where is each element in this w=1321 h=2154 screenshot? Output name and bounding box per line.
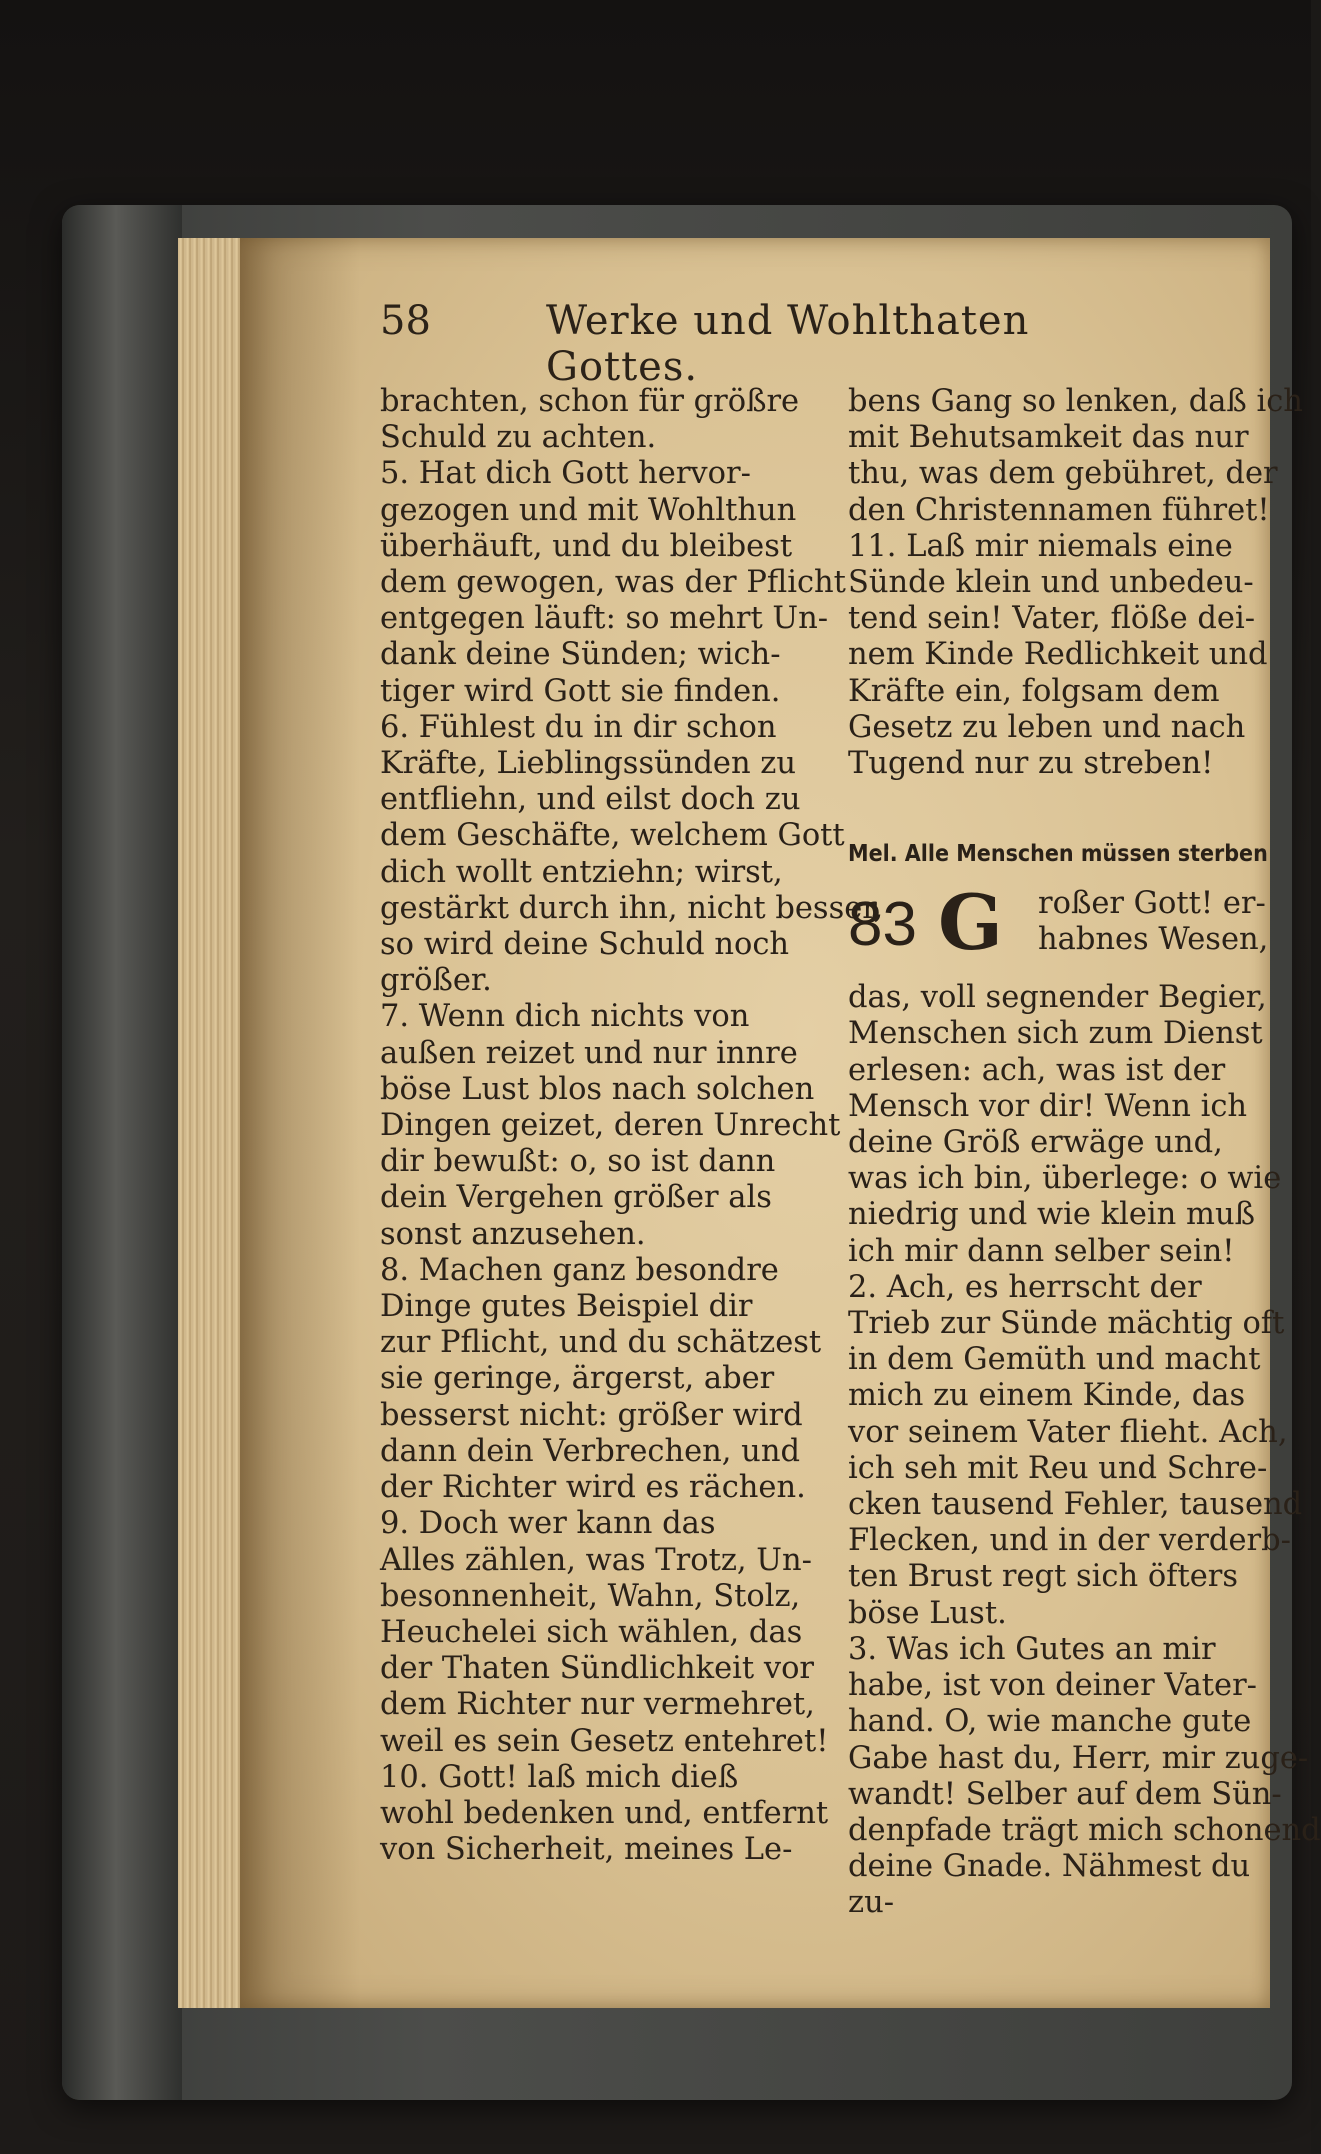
text-line: der Thaten Sündlichkeit vor [380, 1651, 815, 1687]
text-line: Sünde klein und unbedeu- [848, 565, 1254, 601]
text-line: Kräfte ein, folgsam dem [848, 673, 1220, 709]
text-line: gezogen und mit Wohlthun [380, 492, 797, 528]
text-line: wandt! Selber auf dem Sün- [848, 1776, 1282, 1812]
text-line: 6. Fühlest du in dir schon [380, 709, 777, 745]
text-line: zu- [848, 1885, 895, 1921]
text-line: Kräfte, Lieblingssünden zu [380, 746, 797, 782]
text-line: das, voll segnender Begier, [848, 980, 1267, 1016]
text-line: 8. Machen ganz besondre [380, 1252, 779, 1288]
text-line: dann dein Verbrechen, und [380, 1433, 800, 1469]
text-line: Schuld zu achten. [380, 420, 657, 456]
hymn-number: 83 [848, 890, 917, 960]
text-line: sonst anzusehen. [380, 1216, 646, 1252]
text-line: vor seinem Vater flieht. Ach, [848, 1414, 1288, 1450]
text-line: Dingen geizet, deren Unrecht [380, 1108, 841, 1144]
text-line: böse Lust. [848, 1595, 1007, 1631]
text-line: entfliehn, und eilst doch zu [380, 782, 801, 818]
text-line: nem Kinde Redlichkeit und [848, 637, 1268, 673]
right-column-top [848, 384, 1303, 782]
text-line: bens Gang so lenken, daß ich [848, 384, 1303, 419]
text-line: Flecken, und in der verderb- [848, 1523, 1291, 1559]
right-column [848, 384, 1321, 1921]
text-line: was ich bin, überlege: o wie [848, 1161, 1282, 1197]
text-line: dir bewußt: o, so ist dann [380, 1144, 776, 1180]
text-line: 10. Gott! laß mich dieß [380, 1759, 739, 1795]
text-line: dank deine Sünden; wich- [380, 637, 781, 673]
text-line: thu, was dem gebühret, der [848, 456, 1278, 492]
text-line: sie geringe, ärgerst, aber [380, 1361, 775, 1397]
text-line: Mensch vor dir! Wenn ich [848, 1088, 1248, 1124]
running-head [380, 298, 1140, 390]
text-line: mit Behutsamkeit das nur [848, 420, 1249, 456]
text-line: größer. [380, 963, 492, 999]
text-line: deine Gnade. Nähmest du [848, 1849, 1251, 1885]
hymn-second-line: habnes Wesen, [1038, 922, 1269, 958]
text-line: 9. Doch wer kann das [380, 1506, 716, 1542]
text-line: 2. Ach, es herrscht der [848, 1269, 1202, 1305]
text-line: der Richter wird es rächen. [380, 1470, 806, 1506]
text-line: Gabe hast du, Herr, mir zuge- [848, 1740, 1309, 1776]
dropcap: G [938, 878, 1003, 968]
text-line: böse Lust blos nach solchen [380, 1071, 815, 1107]
text-line: dein Vergehen größer als [380, 1180, 772, 1216]
text-line: Gesetz zu leben und nach [848, 709, 1246, 745]
text-line: Heuchelei sich wählen, das [380, 1614, 803, 1650]
text-line: brachten, schon für größre [380, 384, 800, 419]
book-spine [62, 205, 182, 2100]
text-line: ten Brust regt sich öfters [848, 1559, 1239, 1595]
text-line: mich zu einem Kinde, das [848, 1378, 1246, 1414]
text-line: deine Größ erwäge und, [848, 1125, 1223, 1161]
text-line: Dinge gutes Beispiel dir [380, 1289, 753, 1325]
text-line: Tugend nur zu streben! [848, 746, 1214, 782]
hymn-first-line: roßer Gott! er- [1038, 886, 1266, 922]
hymn-start [848, 872, 1278, 980]
text-line: Trieb zur Sünde mächtig oft [848, 1306, 1285, 1342]
melody-line: Mel. Alle Menschen müssen sterben [848, 841, 1268, 868]
text-line: besonnenheit, Wahn, Stolz, [380, 1578, 801, 1614]
text-line: dem Geschäfte, welchem Gott [380, 818, 845, 854]
text-line: dem gewogen, was der Pflicht [380, 565, 846, 601]
text-line: in dem Gemüth und macht [848, 1342, 1261, 1378]
text-line: tend sein! Vater, flöße dei- [848, 601, 1256, 637]
text-line: denpfade trägt mich schonend [848, 1812, 1321, 1848]
text-line: 3. Was ich Gutes an mir [848, 1631, 1216, 1667]
text-line: weil es sein Gesetz entehret! [380, 1723, 829, 1759]
text-line: habe, ist von deiner Vater- [848, 1668, 1257, 1704]
text-line: besserst nicht: größer wird [380, 1397, 803, 1433]
text-line: 11. Laß mir niemals eine [848, 528, 1233, 564]
text-line: gestärkt durch ihn, nicht besser, [380, 890, 884, 926]
text-line: entgegen läuft: so mehrt Un- [380, 601, 829, 637]
text-line: ich seh mit Reu und Schre- [848, 1450, 1268, 1486]
text-line: dem Richter nur vermehret, [380, 1687, 815, 1723]
text-line: Menschen sich zum Dienst [848, 1016, 1263, 1052]
text-line: 7. Wenn dich nichts von [380, 999, 750, 1035]
page-number: 58 [380, 298, 431, 344]
text-line: zur Pflicht, und du schätzest [380, 1325, 822, 1361]
text-line: erlesen: ach, was ist der [848, 1052, 1226, 1088]
text-line: 5. Hat dich Gott hervor- [380, 456, 751, 492]
text-line: dich wollt entziehn; wirst, [380, 854, 783, 890]
text-line: außen reizet und nur innre [380, 1035, 798, 1071]
text-line: tiger wird Gott sie finden. [380, 673, 781, 709]
text-line: ich mir dann selber sein! [848, 1233, 1235, 1269]
right-column-bottom [848, 980, 1321, 1921]
text-line: von Sicherheit, meines Le- [380, 1832, 793, 1868]
header-title: Werke und Wohlthaten Gottes. [546, 298, 1030, 390]
text-line: so wird deine Schuld noch [380, 927, 790, 963]
text-line: cken tausend Fehler, tausend [848, 1487, 1303, 1523]
text-line: überhäuft, und du bleibest [380, 528, 793, 564]
text-line: niedrig und wie klein muß [848, 1197, 1255, 1233]
text-line: wohl bedenken und, entfernt [380, 1795, 829, 1831]
text-line: den Christennamen führet! [848, 492, 1270, 528]
text-line: hand. O, wie manche gute [848, 1704, 1252, 1740]
text-line: Alles zählen, was Trotz, Un- [380, 1542, 812, 1578]
